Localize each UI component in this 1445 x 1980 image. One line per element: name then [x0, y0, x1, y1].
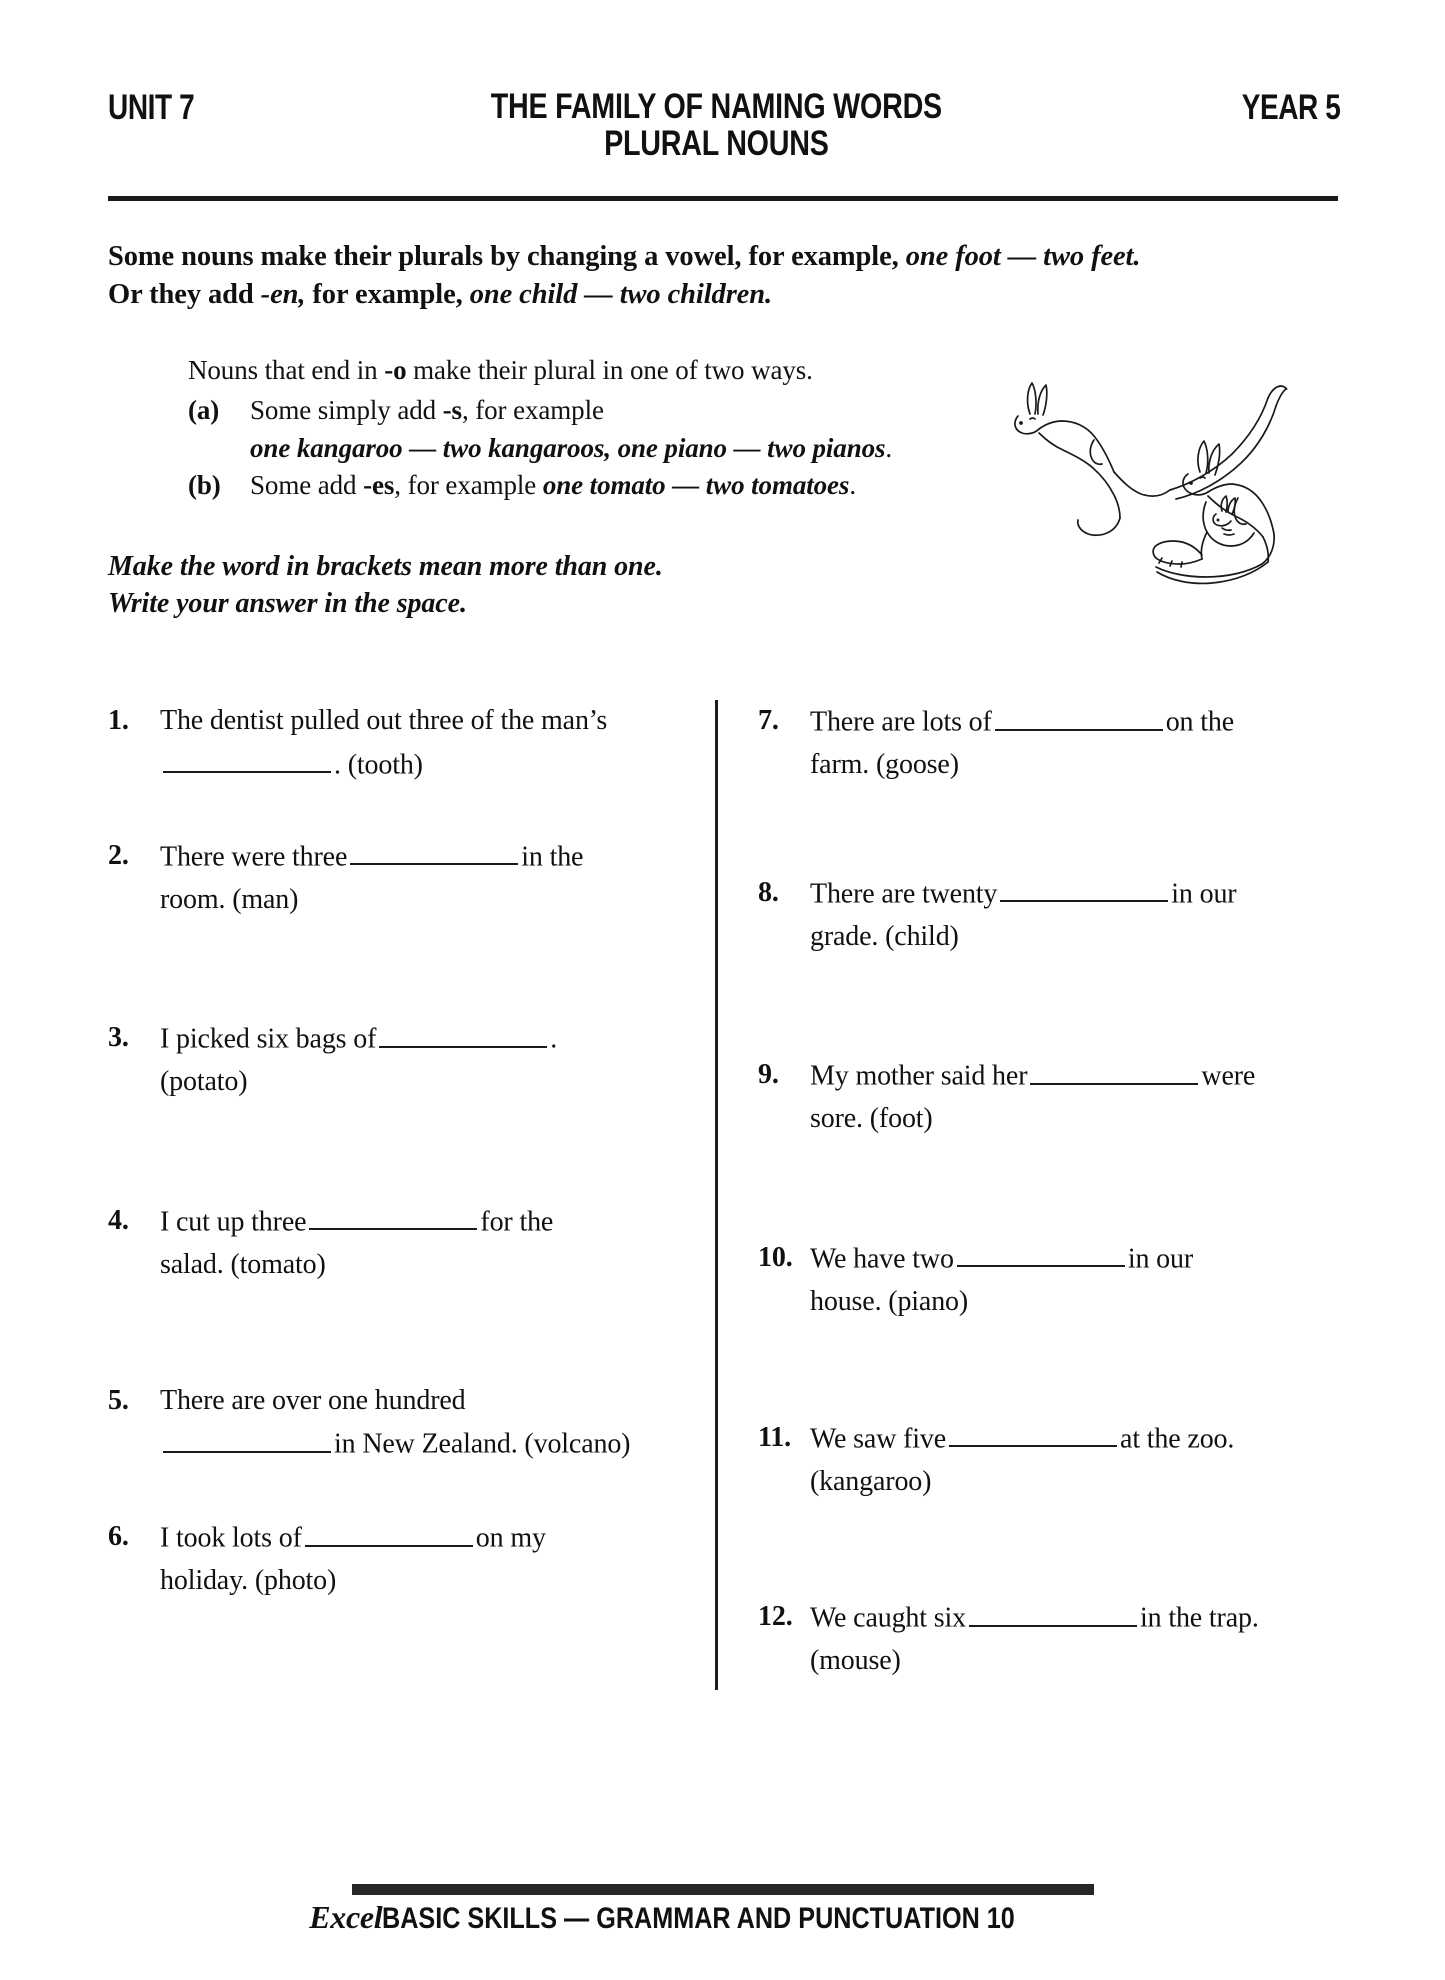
question-text-before: I picked six bags of: [160, 1023, 377, 1055]
page-footer: [0, 1899, 1445, 1936]
question-text: [160, 1017, 688, 1104]
question-item: [758, 1237, 1338, 1324]
question-number: 5.: [108, 1384, 129, 1416]
rule-b-suffix: -es: [363, 470, 395, 501]
rule-body-b: [250, 467, 978, 505]
question-text: [810, 700, 1338, 787]
page-header: [108, 88, 1340, 168]
question-number: 6.: [108, 1521, 129, 1553]
answer-blank[interactable]: [995, 700, 1163, 731]
question-text-before: There are lots of: [810, 706, 992, 738]
rule-a-suffix: -s: [442, 394, 462, 425]
question-text-after: in the: [521, 841, 584, 873]
column-divider: [715, 700, 718, 1690]
intro-line1-text: Some nouns make their plurals by changing a vowel, for example,: [108, 241, 906, 272]
rule-item-b: [188, 467, 978, 505]
question-number: 1.: [108, 705, 129, 736]
question-number: 7.: [758, 705, 779, 736]
year-label: YEAR 5: [1241, 88, 1340, 127]
question-text-after: on my: [475, 1522, 546, 1554]
answer-blank[interactable]: [163, 1422, 331, 1453]
question-text-after: for the: [480, 1206, 554, 1238]
question-text-line2: (mouse): [810, 1645, 901, 1677]
footer-text: BASIC SKILLS — GRAMMAR AND PUNCTUATION 10: [382, 1902, 1016, 1935]
question-text-after: .: [550, 1023, 558, 1055]
rule-item-a: [188, 392, 978, 468]
question-item: [758, 872, 1338, 959]
directions-line-2: Write your answer in the space.: [108, 588, 467, 620]
intro-line2-text-b: for example,: [305, 278, 470, 310]
answer-blank[interactable]: [1000, 872, 1168, 903]
rule-a-example: one kangaroo — two kangaroos, one piano — two pianos: [250, 432, 886, 463]
question-text-after: at the zoo.: [1120, 1423, 1235, 1455]
directions-line-1: Make the word in brackets mean more than one.: [108, 551, 663, 582]
page-title-line-1: THE FAMILY OF NAMING WORDS: [490, 87, 942, 126]
questions-column-right: [758, 700, 1338, 1683]
question-item: [108, 835, 688, 922]
rules-block: [188, 352, 978, 505]
questions-area: [108, 700, 1340, 1730]
question-text-before: We have two: [810, 1243, 954, 1275]
answer-blank[interactable]: [1030, 1054, 1198, 1085]
question-text-before: We caught six: [810, 1602, 966, 1634]
rule-b-text-tail: , for example: [394, 470, 543, 501]
intro-line1-example: one foot — two feet.: [905, 241, 1141, 272]
rules-lead-suffix: -o: [384, 355, 407, 385]
question-number: 12.: [758, 1601, 793, 1633]
rule-a-text: Some simply add: [250, 394, 443, 425]
question-text-line2: farm. (goose): [810, 749, 959, 781]
question-text: [810, 1596, 1338, 1683]
question-text-after: in New Zealand. (volcano): [334, 1428, 631, 1460]
unit-label: UNIT 7: [108, 88, 195, 127]
question-text-before: There were three: [160, 841, 348, 873]
rule-b-example: one tomato — two tomatoes: [542, 470, 850, 501]
question-text: [810, 1237, 1338, 1324]
question-number: 4.: [108, 1204, 129, 1236]
question-text-line2: (potato): [160, 1066, 248, 1098]
page-title-line-2: PLURAL NOUNS: [603, 124, 829, 164]
footer-brand: Excel: [309, 1899, 383, 1935]
kangaroo-illustration: [1010, 378, 1300, 610]
question-item: [108, 1200, 688, 1287]
intro-line2-text: Or they add: [108, 278, 261, 310]
question-item: [108, 1017, 688, 1104]
question-text-before: I cut up three: [160, 1206, 307, 1238]
question-text-line2: (kangaroo): [810, 1465, 932, 1497]
rules-lead-line: [188, 352, 978, 390]
question-text: [810, 872, 1338, 959]
answer-blank[interactable]: [969, 1596, 1137, 1627]
question-text-after: . (tooth): [334, 749, 423, 781]
question-text-after: in our: [1127, 1243, 1194, 1275]
question-item: [758, 700, 1338, 787]
header-divider-rule: [108, 196, 1338, 201]
rule-marker-a: (a): [188, 394, 220, 425]
question-text-before: My mother said her: [810, 1060, 1028, 1092]
question-text-after: in our: [1171, 878, 1237, 910]
question-text-line2: grade. (child): [810, 920, 959, 952]
question-item: [108, 1516, 688, 1603]
question-item: [758, 1596, 1338, 1683]
question-text-after: on the: [1165, 706, 1235, 738]
question-text-before: We saw five: [810, 1423, 947, 1455]
page-title: [216, 88, 1217, 162]
question-text-line2: house. (piano): [810, 1286, 969, 1318]
answer-blank[interactable]: [957, 1237, 1125, 1268]
question-text-line2: salad. (tomato): [160, 1249, 326, 1281]
rule-body-a: [250, 392, 978, 468]
question-item: [758, 1054, 1338, 1141]
question-item: [108, 1380, 688, 1467]
intro-line2-suffix: -en,: [260, 278, 306, 310]
question-text: [810, 1054, 1338, 1141]
question-text: [160, 835, 688, 922]
answer-blank[interactable]: [163, 743, 331, 774]
question-text-line2: room. (man): [160, 883, 299, 915]
question-number: 2.: [108, 839, 129, 871]
question-text-before: There are twenty: [810, 878, 998, 910]
question-text: [160, 1516, 688, 1603]
footer-divider-rule: [352, 1884, 1094, 1895]
question-item: [108, 700, 688, 787]
question-text-line2: holiday. (photo): [160, 1565, 337, 1597]
question-text-before: The dentist pulled out three of the man’s: [160, 705, 608, 736]
questions-column-left: [108, 700, 688, 1603]
question-text-after: in the trap.: [1139, 1602, 1259, 1634]
question-text-after: were: [1201, 1060, 1256, 1092]
intro-line2-example: one child — two children.: [469, 278, 773, 310]
question-text-before: There are over one hundred: [160, 1384, 466, 1416]
intro-paragraph: [108, 238, 1348, 314]
question-number: 9.: [758, 1059, 779, 1091]
question-number: 10.: [758, 1241, 793, 1273]
answer-blank[interactable]: [305, 1516, 473, 1547]
question-text: [160, 700, 688, 787]
question-text-before: I took lots of: [160, 1522, 302, 1554]
question-text-line2: sore. (foot): [810, 1103, 933, 1135]
question-text: [160, 1200, 688, 1287]
rule-a-text-tail: , for example: [461, 394, 604, 425]
rule-a-example-tail: .: [885, 432, 893, 463]
answer-blank[interactable]: [949, 1417, 1117, 1448]
rule-marker-b: (b): [188, 470, 221, 501]
question-item: [758, 1417, 1338, 1504]
answer-blank[interactable]: [379, 1017, 547, 1048]
question-text: [160, 1380, 688, 1467]
question-number: 8.: [758, 876, 779, 908]
directions-block: [108, 548, 868, 622]
answer-blank[interactable]: [350, 835, 518, 866]
answer-blank[interactable]: [309, 1200, 477, 1231]
rule-b-example-tail: .: [849, 470, 856, 501]
rules-lead-a: Nouns that end in: [188, 355, 385, 385]
question-number: 3.: [108, 1022, 129, 1054]
rule-b-text: Some add: [250, 470, 364, 501]
question-number: 11.: [758, 1421, 792, 1453]
question-text: [810, 1417, 1338, 1504]
rules-lead-c: make their plural in one of two ways.: [406, 355, 813, 385]
